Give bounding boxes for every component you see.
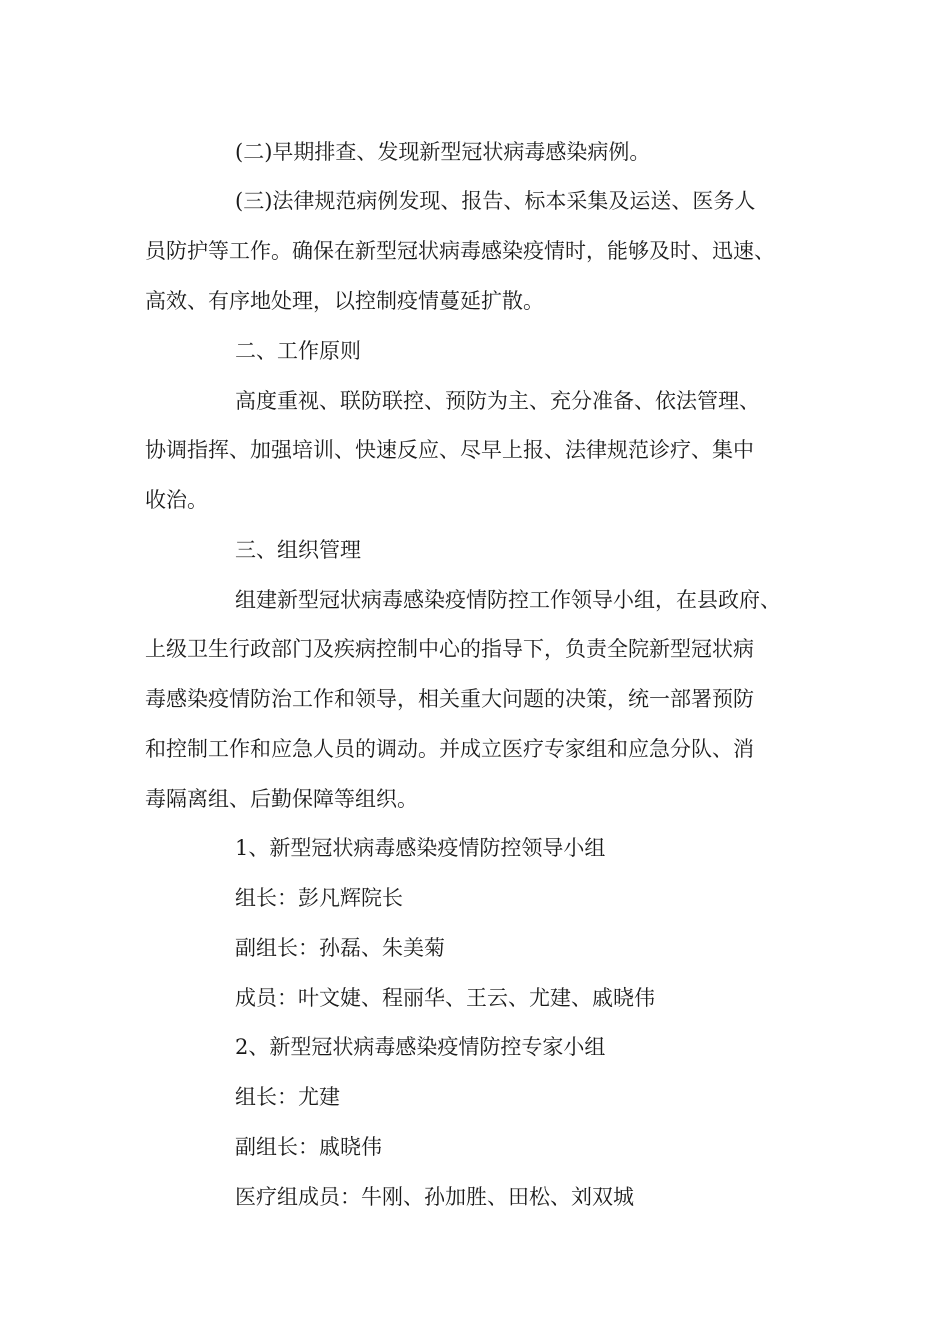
paragraph-line: 毒感染疫情防治工作和领导，相关重大问题的决策，统一部署预防 bbox=[145, 687, 754, 711]
paragraph-line: 和控制工作和应急人员的调动。并成立医疗专家组和应急分队、消 bbox=[145, 737, 754, 761]
list-item: 副组长：孙磊、朱美菊 bbox=[235, 936, 445, 960]
paragraph-line: 高效、有序地处理，以控制疫情蔓延扩散。 bbox=[145, 289, 544, 313]
paragraph-line: (三)法律规范病例发现、报告、标本采集及运送、医务人 bbox=[235, 189, 756, 213]
list-item: 组长：尤建 bbox=[235, 1085, 340, 1109]
list-item: 副组长：戚晓伟 bbox=[235, 1135, 382, 1159]
subsection-heading: 1、新型冠状病毒感染疫情防控领导小组 bbox=[235, 836, 606, 860]
paragraph-line: 毒隔离组、后勤保障等组织。 bbox=[145, 787, 418, 811]
section-heading: 二、工作原则 bbox=[235, 339, 361, 363]
list-item: 成员：叶文婕、程丽华、王云、尤建、戚晓伟 bbox=[235, 986, 655, 1010]
list-item: 医疗组成员：牛刚、孙加胜、田松、刘双城 bbox=[235, 1185, 634, 1209]
paragraph-line: 上级卫生行政部门及疾病控制中心的指导下，负责全院新型冠状病 bbox=[145, 637, 754, 661]
section-heading: 三、组织管理 bbox=[235, 538, 361, 562]
paragraph-line: 高度重视、联防联控、预防为主、充分准备、依法管理、 bbox=[235, 389, 760, 413]
paragraph-line: 员防护等工作。确保在新型冠状病毒感染疫情时，能够及时、迅速、 bbox=[145, 239, 775, 263]
paragraph-line: 收治。 bbox=[145, 488, 208, 512]
paragraph-line: (二)早期排查、发现新型冠状病毒感染病例。 bbox=[235, 140, 651, 164]
list-item: 组长：彭凡辉院长 bbox=[235, 886, 403, 910]
paragraph-line: 协调指挥、加强培训、快速反应、尽早上报、法律规范诊疗、集中 bbox=[145, 438, 754, 462]
paragraph-line: 组建新型冠状病毒感染疫情防控工作领导小组，在县政府、 bbox=[235, 588, 781, 612]
subsection-heading: 2、新型冠状病毒感染疫情防控专家小组 bbox=[235, 1035, 606, 1059]
